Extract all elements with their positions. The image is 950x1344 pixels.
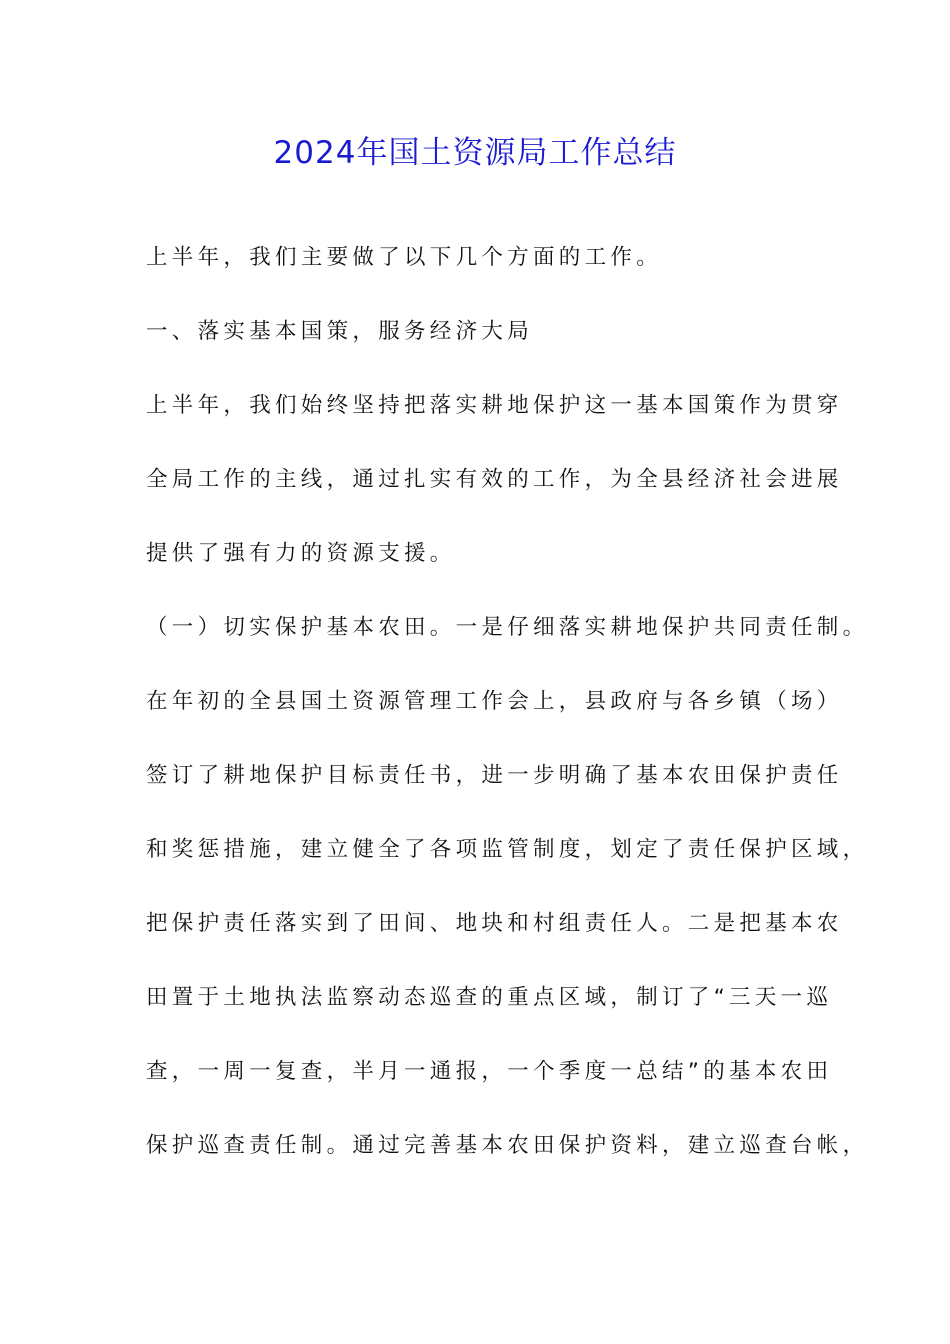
paragraph-line: 上半年，我们始终坚持把落实耕地保护这一基本国策作为贯穿 <box>146 393 843 418</box>
section-heading: 一、落实基本国策，服务经济大局 <box>146 319 534 344</box>
paragraph-line: 保护巡查责任制。通过完善基本农田保护资料，建立巡查台帐， <box>146 1133 869 1158</box>
paragraph-line: 全局工作的主线，通过扎实有效的工作，为全县经济社会进展 <box>146 467 843 492</box>
paragraph-line: 签订了耕地保护目标责任书，进一步明确了基本农田保护责任 <box>146 763 843 788</box>
paragraph-line: 查，一周一复查，半月一通报，一个季度一总结”的基本农田 <box>146 1059 833 1084</box>
document-title: 2024年国土资源局工作总结 <box>273 135 677 171</box>
paragraph-line: （一）切实保护基本农田。一是仔细落实耕地保护共同责任制。 <box>146 615 869 640</box>
paragraph-line: 田置于土地执法监察动态巡查的重点区域，制订了“三天一巡 <box>146 985 833 1010</box>
paragraph-line: 在年初的全县国土资源管理工作会上，县政府与各乡镇（场） <box>146 689 843 714</box>
paragraph-line: 上半年，我们主要做了以下几个方面的工作。 <box>146 245 663 270</box>
paragraph-line: 和奖惩措施，建立健全了各项监管制度，划定了责任保护区域， <box>146 837 869 862</box>
paragraph-line: 提供了强有力的资源支援。 <box>146 541 456 566</box>
paragraph-line: 把保护责任落实到了田间、地块和村组责任人。二是把基本农 <box>146 911 843 936</box>
document-body <box>146 236 869 1198</box>
